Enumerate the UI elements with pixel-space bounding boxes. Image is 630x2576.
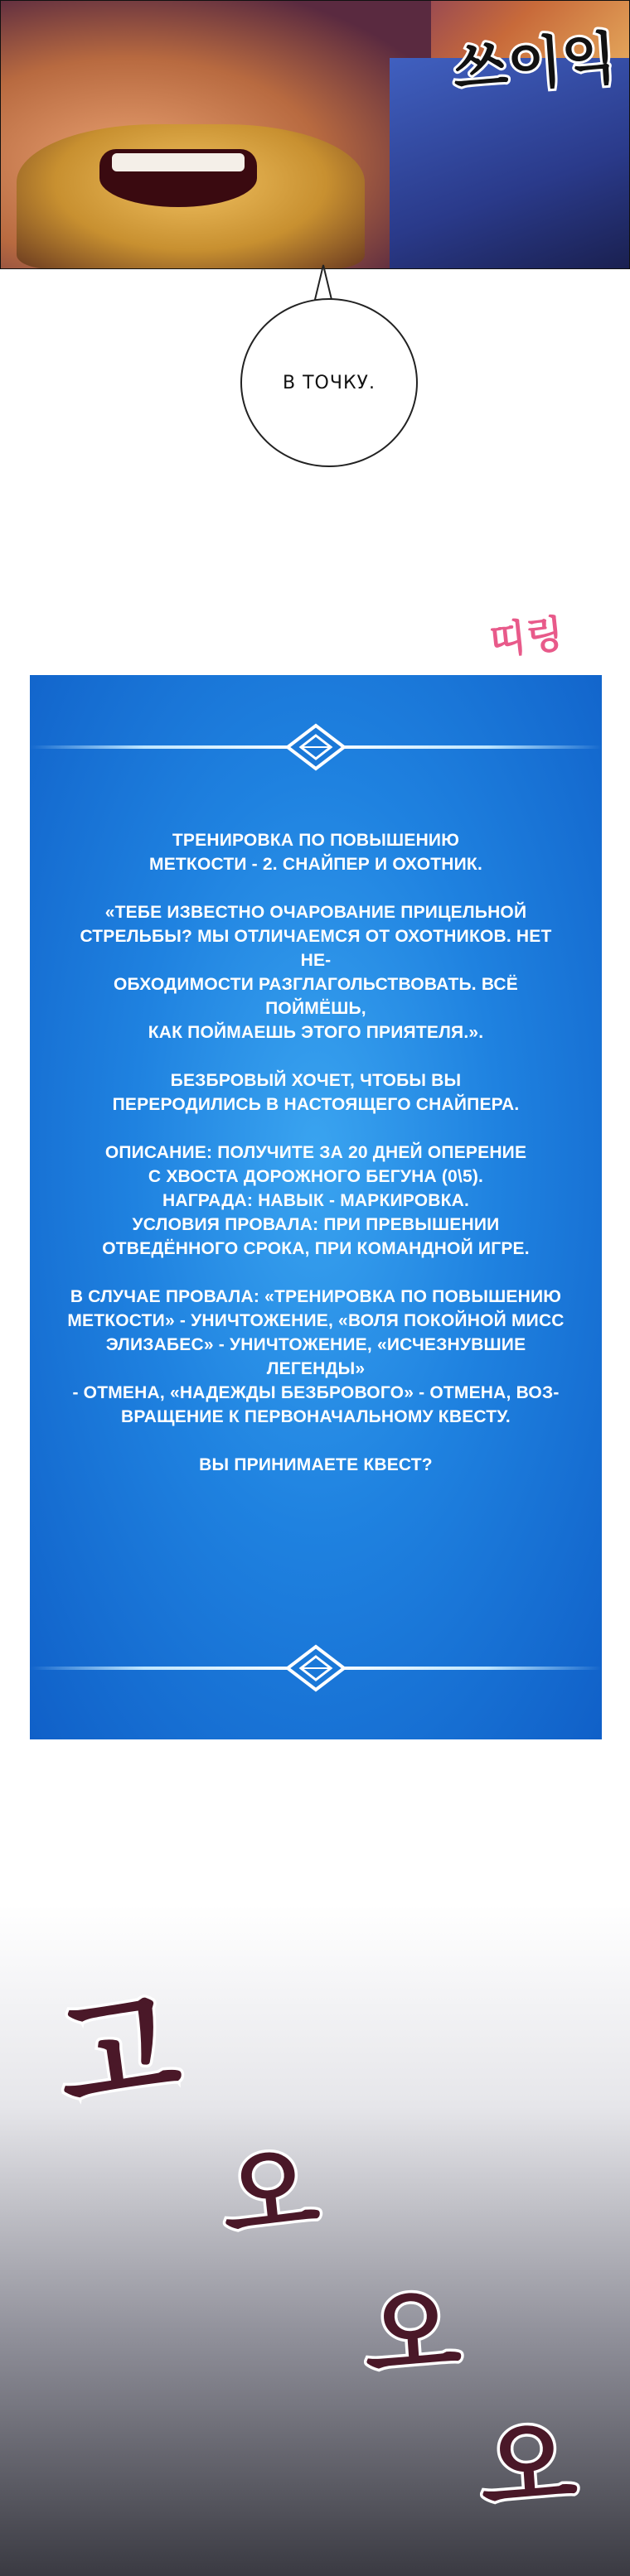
sfx-rumble-glyph: 오 (476, 2407, 580, 2529)
quest-text (63, 828, 569, 1501)
sfx-rumble-glyph: 오 (360, 2275, 464, 2396)
sfx-ding (460, 601, 593, 671)
quest-line: НАГРАДА: НАВЫК - МАРКИРОВКА. (162, 1191, 470, 1210)
quest-line: ПЕРЕРОДИЛИСЬ В НАСТОЯЩЕГО СНАЙПЕРА. (112, 1095, 520, 1114)
sfx-swish-text: 쓰이익 (451, 26, 619, 103)
quest-line: ВЫ ПРИНИМАЕТЕ КВЕСТ? (199, 1455, 433, 1474)
quest-paragraph (63, 1141, 569, 1261)
sfx-swish (448, 8, 622, 116)
sfx-rumble-glyph: 오 (216, 2132, 324, 2257)
quest-top-emblem-icon (283, 722, 349, 772)
quest-paragraph (63, 1069, 569, 1117)
character-teeth (112, 153, 245, 171)
sfx-ding-text: 띠링 (487, 610, 565, 663)
quest-paragraph (63, 828, 569, 876)
quest-line: ВРАЩЕНИЕ К ПЕРВОНАЧАЛЬНОМУ КВЕСТУ. (121, 1407, 511, 1426)
quest-line: СТРЕЛЬБЫ? МЫ ОТЛИЧАЕМСЯ ОТ ОХОТНИКОВ. НЕТ НЕ- (80, 927, 552, 970)
quest-line: ЭЛИЗАБЕС» - УНИЧТОЖЕНИЕ, «ИСЧЕЗНУВШИЕ ЛЕГЕНДЫ» (105, 1335, 526, 1378)
quest-line: ТРЕНИРОВКА ПО ПОВЫШЕНИЮ (172, 831, 460, 850)
quest-window (30, 675, 602, 1739)
quest-line: БЕЗБРОВЫЙ ХОЧЕТ, ЧТОБЫ ВЫ (170, 1071, 462, 1090)
quest-line: МЕТКОСТИ - 2. СНАЙПЕР И ОХОТНИК. (149, 855, 482, 874)
sfx-rumble-glyph: 고 (49, 1974, 188, 2134)
quest-line: ОТВЕДЁННОГО СРОКА, ПРИ КОМАНДНОЙ ИГРЕ. (102, 1239, 530, 1258)
speech-bubble-text: В ТОЧКУ. (283, 372, 376, 393)
quest-line: «ТЕБЕ ИЗВЕСТНО ОЧАРОВАНИЕ ПРИЦЕЛЬНОЙ (104, 903, 527, 922)
sfx-rumble (49, 1955, 630, 2576)
quest-line: В СЛУЧАЕ ПРОВАЛА: «ТРЕНИРОВКА ПО ПОВЫШЕНИЮ (70, 1287, 562, 1306)
quest-paragraph (63, 900, 569, 1044)
quest-line: УСЛОВИЯ ПРОВАЛА: ПРИ ПРЕВЫШЕНИИ (132, 1215, 500, 1234)
quest-line: ОБХОДИМОСТИ РАЗГЛАГОЛЬСТВОВАТЬ. ВСЁ ПОЙМЁШЬ, (113, 975, 519, 1018)
speech-bubble (240, 298, 418, 467)
quest-bottom-emblem-icon (283, 1643, 349, 1693)
quest-line: КАК ПОЙМАЕШЬ ЭТОГО ПРИЯТЕЛЯ.». (148, 1023, 484, 1042)
quest-paragraph (63, 1285, 569, 1429)
quest-paragraph (63, 1453, 569, 1477)
quest-line: ОПИСАНИЕ: ПОЛУЧИТЕ ЗА 20 ДНЕЙ ОПЕРЕНИЕ (104, 1143, 527, 1162)
quest-line: - ОТМЕНА, «НАДЕЖДЫ БЕЗБРОВОГО» - ОТМЕНА, ВОЗ- (72, 1383, 560, 1402)
quest-line: С ХВОСТА ДОРОЖНОГО БЕГУНА (0\5). (148, 1167, 484, 1186)
quest-line: МЕТКОСТИ» - УНИЧТОЖЕНИЕ, «ВОЛЯ ПОКОЙНОЙ МИСС (67, 1311, 565, 1330)
